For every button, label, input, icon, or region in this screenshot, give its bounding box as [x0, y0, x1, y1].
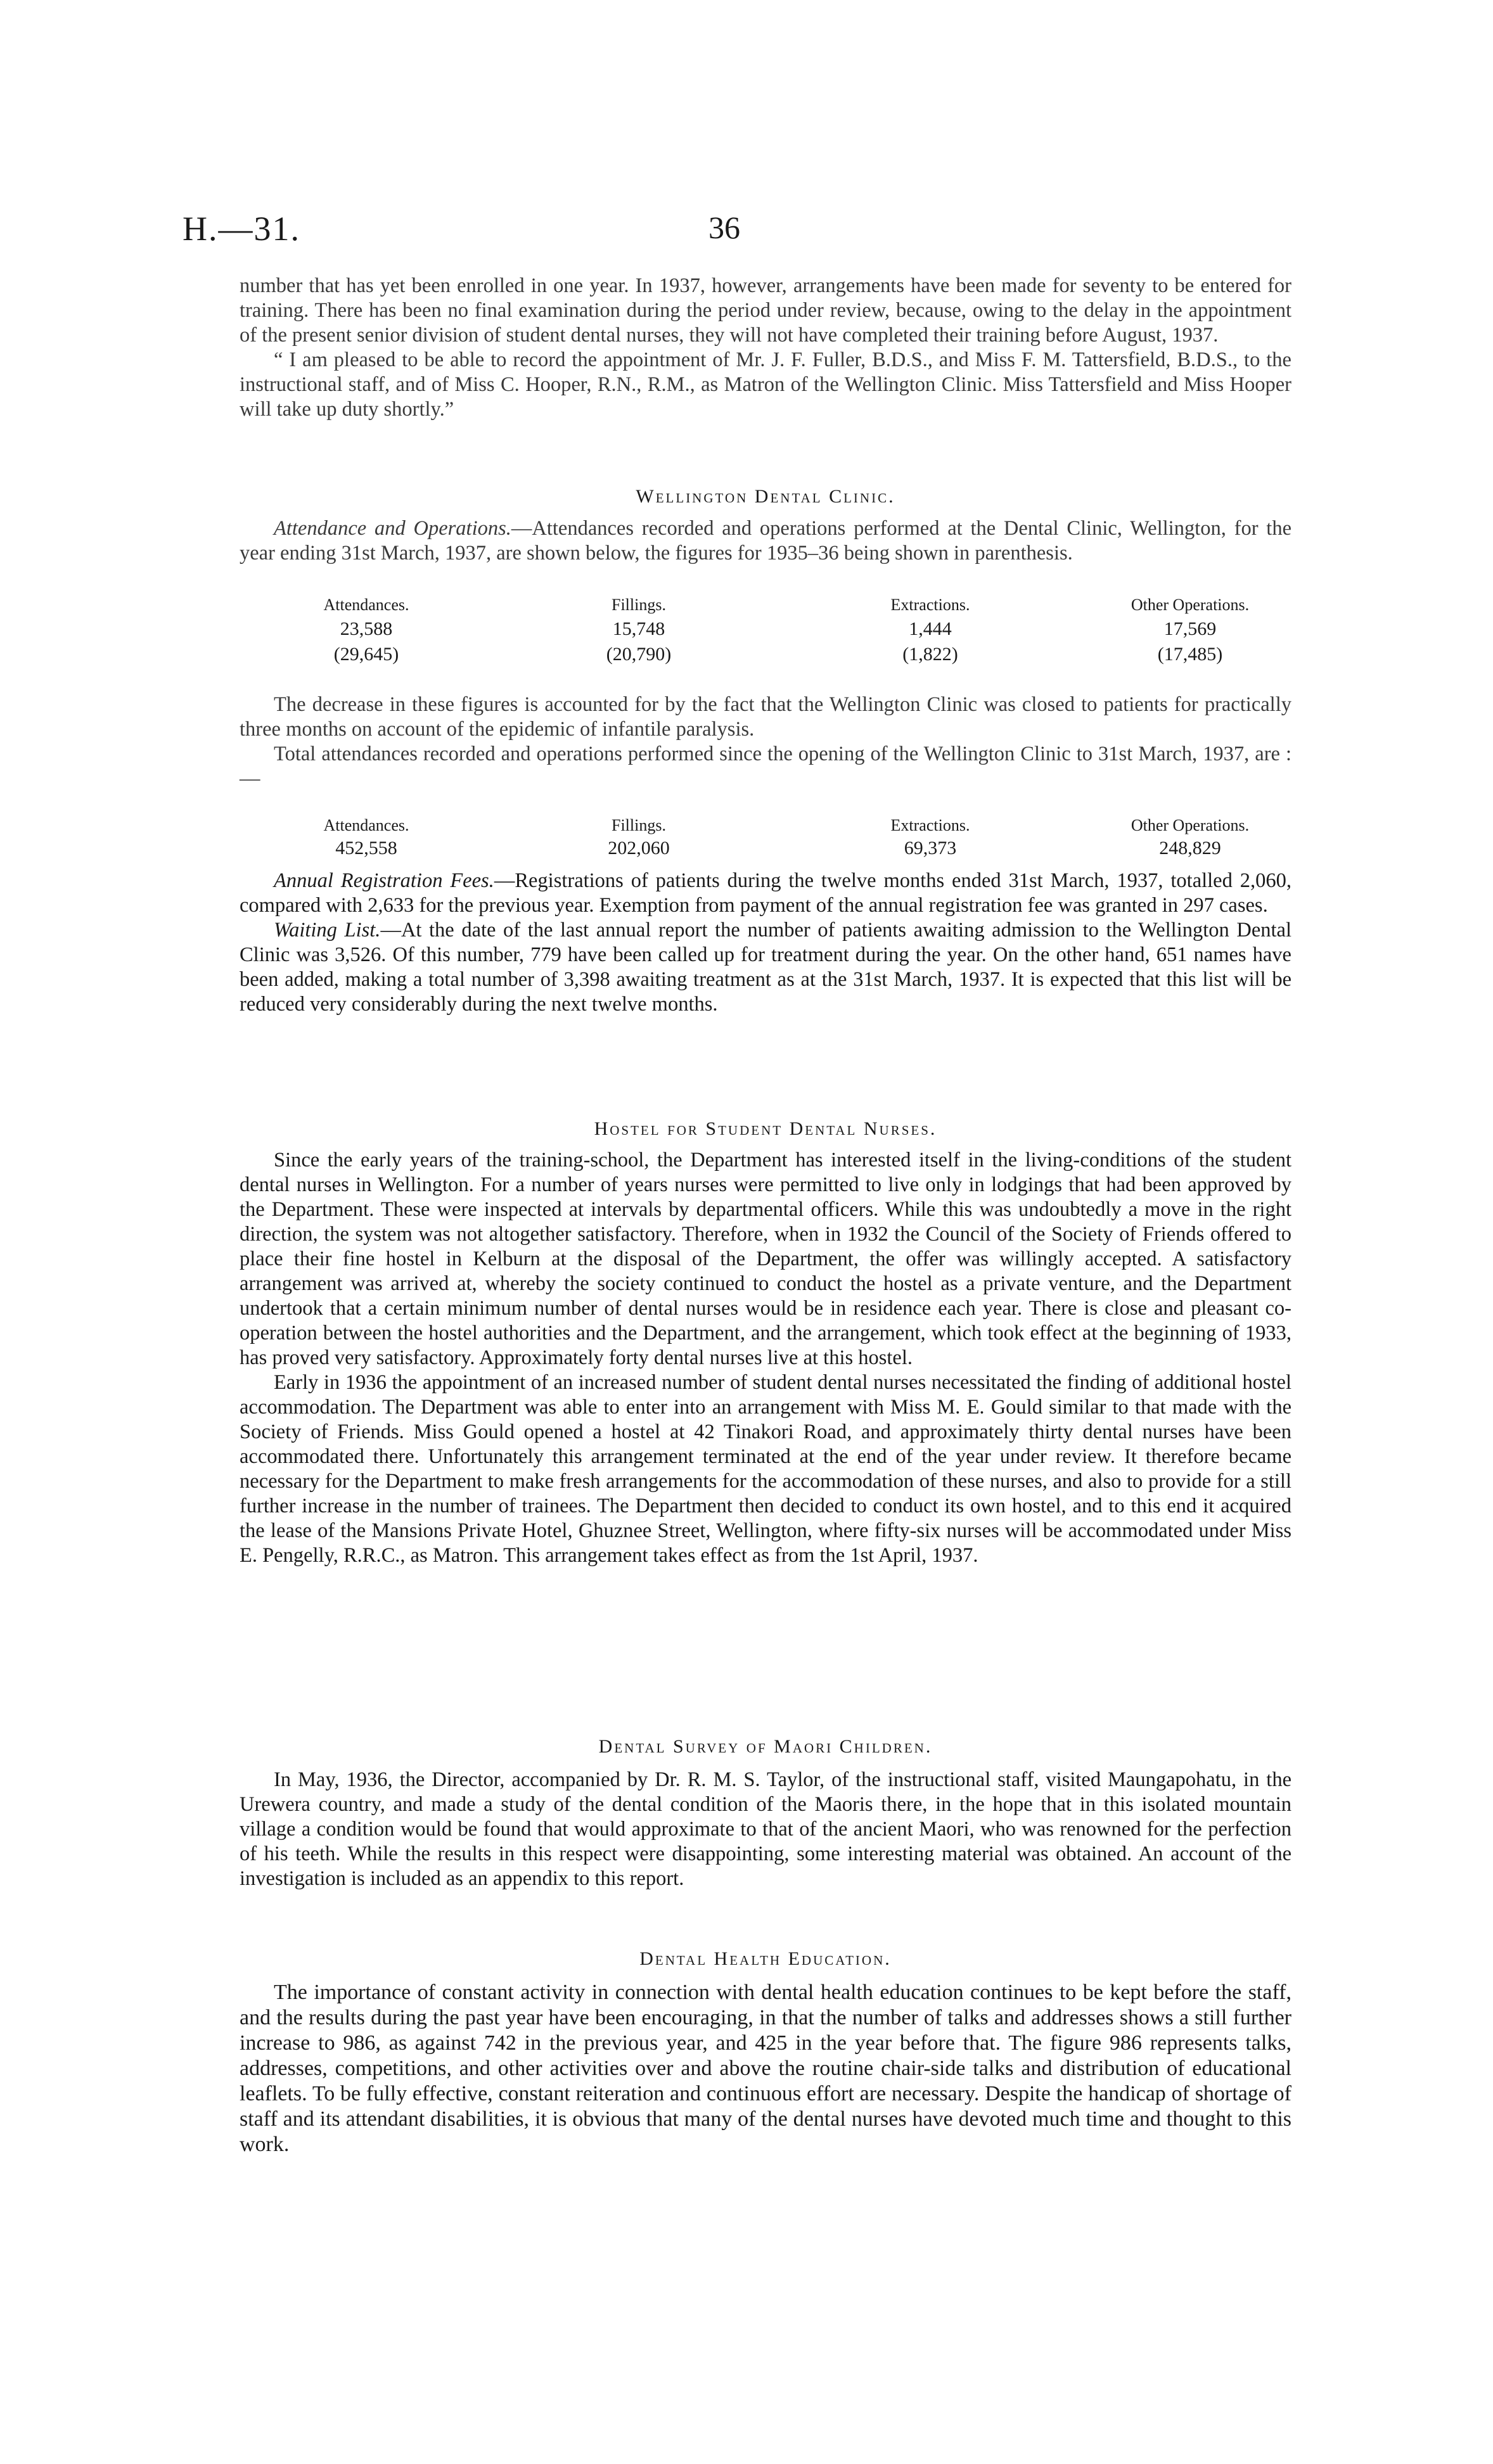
table1-header-fillings: Fillings.	[612, 596, 666, 614]
table1-value-extractions: 1,444	[909, 618, 952, 639]
table2-header-extractions: Extractions.	[890, 816, 970, 834]
education-heading: Dental Health Education.	[639, 1948, 892, 1969]
education-paragraph: The importance of constant activity in connection with dental health education continues to be kept before the staff, and the results during the past year have been encouraging, in that the number of talks and addresses shows a still further increase to 986, as against 742 in the previous year, and 425 in the year before that. The figure 986 represents talks, addresses, competitions, and other activities over and above the routine chair-side talks and distribution of educational leaflets. To be fully effective, constant reiteration and continuous effort are necessary. Despite the handicap of shortage of staff and its attendant disabilities, it is obvious that many of the dental nurses have devoted much time and thought to this work.	[240, 1981, 1291, 2156]
clinic-registration-waiting	[240, 869, 1291, 1017]
table1-value-attendances: 23,588	[340, 618, 393, 639]
intro-section	[240, 274, 1291, 422]
clinic-heading: Wellington Dental Clinic.	[636, 486, 895, 507]
table1-prior-attendances: (29,645)	[333, 644, 399, 665]
intro-paragraph-1: number that has yet been enrolled in one year. In 1937, however, arrangements have been made for seventy to be entered for training. There has been no final examination during the period under review, because, owing to the delay in the appointment of the present senior division of student dental nurses, they will not have completed their training before August, 1937.	[240, 274, 1291, 347]
survey-heading: Dental Survey of Maori Children.	[598, 1736, 933, 1757]
page-number: 36	[708, 210, 740, 245]
survey-paragraph: In May, 1936, the Director, accompanied by Dr. R. M. S. Taylor, of the instructional staff, visited Maungapohatu, in the Urewera country, and made a study of the dental condition of the Maoris there, in the hope that in this isolated mountain village a condition would be found that would approximate to that of the ancient Maori, who was renowned for the perfection of his teeth. While the results in this respect were disappointing, some interesting material was obtained. An account of the investigation is included as an appendix to this report.	[240, 1768, 1291, 1890]
clinic-decrease-paragraph	[240, 693, 1291, 791]
table1-value-other: 17,569	[1163, 618, 1217, 639]
hostel-section	[240, 1148, 1291, 1568]
table2-value-extractions: 69,373	[904, 838, 957, 859]
waiting-text: —At the date of the last annual report the number of patients awaiting admission to the Wellington Dental Clinic was 3,526. Of this number, 779 have been called up for treatment during the year. On the other hand, 651 names have been added, making a total number of 3,398 awaiting treatment as at the 31st March, 1937. It is expected that this list will be reduced very considerably during the next twelve months.	[240, 919, 1291, 1016]
table1-value-fillings: 15,748	[612, 618, 665, 639]
registration-text: —Registrations of patients during the twelve months ended 31st March, 1937, totalled 2,060, compared with 2,633 for the previous year. Exemption from payment of the annual registration fee was granted in 297 cases.	[240, 869, 1291, 917]
clinic-attendance-paragraph	[240, 516, 1291, 566]
table2-header-attendances: Attendances.	[323, 816, 409, 834]
table2-value-attendances: 452,558	[335, 838, 397, 859]
hostel-paragraph-1: Since the early years of the training-school, the Department has interested itself in the living-conditions of the student dental nurses in Wellington. For a number of years nurses were permitted to live only in lodgings that had been approved by the Department. These were inspected at intervals by departmental officers. While this was undoubtedly a move in the right direction, the system was not altogether satisfactory. Therefore, when in 1932 the Council of the Society of Friends offered to place their fine hostel in Kelburn at the disposal of the Department, the offer was willingly accepted. A satisfactory arrangement was arrived at, whereby the society continued to conduct the hostel as a private venture, and the Department undertook that a certain minimum number of dental nurses would be in residence each year. There is close and pleasant co-operation between the hostel authorities and the Department, and the arrangement, which took effect at the beginning of 1933, has proved very satisfactory. Approximately forty dental nurses live at this hostel.	[240, 1149, 1291, 1369]
clinic-table-2	[240, 813, 1291, 864]
table1-header-attendances: Attendances.	[323, 596, 409, 614]
table2-header-fillings: Fillings.	[612, 816, 666, 834]
hostel-paragraph-2: Early in 1936 the appointment of an increased number of student dental nurses necessitated the finding of additional hostel accommodation. The Department was able to enter into an arrangement with Miss M. E. Gould similar to that made with the Society of Friends. Miss Gould opened a hostel at 42 Tinakori Road, and approximately thirty dental nurses have been accommodated there. Unfortunately this arrangement terminated at the end of the year under review. It therefore became necessary for the Department to make fresh arrangements for the accommodation of these nurses, and also to provide for a still further increase in the number of trainees. The Department then decided to conduct its own hostel, and to this end it acquired the lease of the Mansions Private Hotel, Ghuznee Street, Wellington, where fifty-six nurses will be accommodated under Miss E. Pengelly, R.R.C., as Matron. This arrangement takes effect as from the 1st April, 1937.	[240, 1371, 1291, 1567]
waiting-lead: Waiting List.	[274, 919, 381, 942]
table1-prior-fillings: (20,790)	[606, 644, 672, 665]
table1-prior-other: (17,485)	[1157, 644, 1223, 665]
table1-header-extractions: Extractions.	[890, 596, 970, 614]
table1-header-other: Other Operations.	[1131, 596, 1250, 614]
total-text: Total attendances recorded and operations performed since the opening of the Wellington Clinic to 31st March, 1937, are :—	[240, 743, 1291, 790]
report-code: H.—31.	[183, 210, 300, 248]
table1-prior-extractions: (1,822)	[902, 644, 958, 665]
survey-section	[240, 1768, 1291, 1891]
attendance-text: —Attendances recorded and operations performed at the Dental Clinic, Wellington, for the year ending 31st March, 1937, are shown below, the figures for 1935–36 being shown in parenthesis.	[240, 517, 1292, 565]
attendance-lead: Attendance and Operations.	[274, 517, 511, 540]
education-section	[240, 1980, 1291, 2157]
registration-lead: Annual Registration Fees.	[274, 869, 494, 892]
hostel-heading: Hostel for Student Dental Nurses.	[594, 1118, 937, 1139]
table2-value-fillings: 202,060	[608, 838, 670, 859]
table2-header-other: Other Operations.	[1131, 816, 1250, 834]
clinic-table-1	[240, 592, 1291, 668]
intro-paragraph-2: “ I am pleased to be able to record the appointment of Mr. J. F. Fuller, B.D.S., and Miss F. M. Tattersfield, B.D.S., to the instructional staff, and of Miss C. Hooper, R.N., R.M., as Matron of the Wellington Clinic. Miss Tattersfield and Miss Hooper will take up duty shortly.”	[240, 348, 1291, 421]
decrease-text: The decrease in these figures is accounted for by the fact that the Wellington Clinic was closed to patients for practically three months on account of the epidemic of infantile paralysis.	[240, 693, 1291, 741]
table2-value-other: 248,829	[1159, 838, 1221, 859]
